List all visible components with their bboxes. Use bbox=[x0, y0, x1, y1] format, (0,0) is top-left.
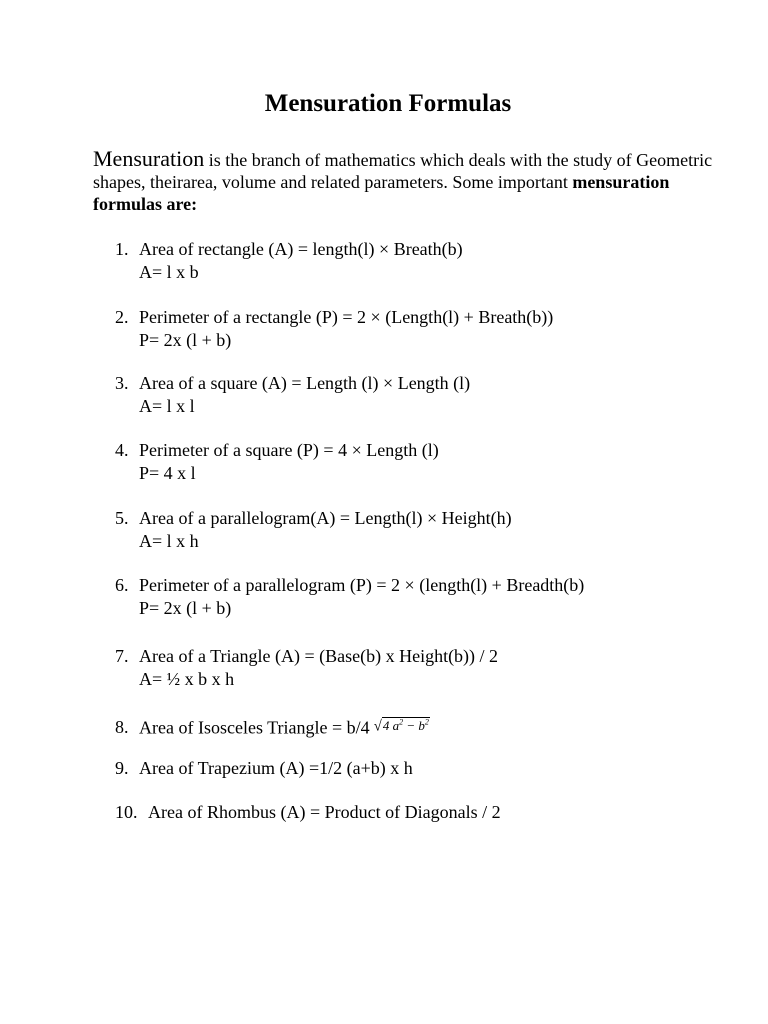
formula-text: Perimeter of a square (P) = 4 × Length (l) bbox=[139, 440, 439, 460]
formula-short: P= 2x (l + b) bbox=[139, 598, 232, 618]
formula-number: 9. bbox=[115, 758, 129, 778]
formula-item-3 bbox=[115, 372, 735, 418]
formula-item-7 bbox=[115, 645, 735, 691]
formula-text: Area of Trapezium (A) =1/2 (a+b) x h bbox=[139, 758, 413, 778]
formula-number: 4. bbox=[115, 440, 129, 460]
formula-item-4 bbox=[115, 439, 735, 485]
formula-item-8 bbox=[115, 711, 735, 739]
formula-number: 10. bbox=[115, 802, 138, 822]
formula-short: P= 2x (l + b) bbox=[139, 330, 232, 350]
formula-number: 7. bbox=[115, 646, 129, 666]
formula-text: Area of Isosceles Triangle = b/4 bbox=[139, 717, 370, 738]
formula-item-1 bbox=[115, 238, 735, 284]
formula-item-10 bbox=[115, 801, 735, 824]
formula-number: 2. bbox=[115, 307, 129, 327]
formula-number: 6. bbox=[115, 575, 129, 595]
formula-number: 8. bbox=[115, 717, 129, 738]
radicand: 4 $a^2 - b^2$ bbox=[382, 718, 429, 734]
intro-paragraph bbox=[93, 148, 733, 215]
intro-text: is the branch of mathematics which deals with the study of Geometric shapes, theirarea, volume and related parameters. Some important bbox=[93, 150, 713, 192]
formula-text: Perimeter of a parallelogram (P) = 2 × (length(l) + Breadth(b) bbox=[139, 575, 585, 595]
formula-short: A= ½ x b x h bbox=[139, 669, 235, 689]
formula-item-6 bbox=[115, 574, 735, 620]
formula-short: A= l x h bbox=[139, 531, 199, 551]
formula-short: P= 4 x l bbox=[139, 463, 196, 483]
formula-short: A= l x b bbox=[139, 262, 199, 282]
formula-text: Area of a parallelogram(A) = Length(l) × Height(h) bbox=[139, 508, 512, 528]
intro-bold-text: mensuration formulas are: bbox=[93, 172, 670, 214]
sqrt-expression bbox=[374, 711, 430, 738]
formula-item-5 bbox=[115, 507, 735, 553]
intro-lead-word: Mensuration bbox=[93, 146, 205, 171]
page-title: Mensuration Formulas bbox=[264, 90, 512, 117]
formula-text: Area of rectangle (A) = length(l) × Breath(b) bbox=[139, 239, 463, 259]
formula-number: 3. bbox=[115, 373, 129, 393]
formula-text: Perimeter of a rectangle (P) = 2 × (Length(l) + Breath(b)) bbox=[139, 307, 554, 327]
formula-number: 1. bbox=[115, 239, 129, 259]
radical-sign-icon: √ bbox=[373, 718, 382, 735]
formula-item-9 bbox=[115, 757, 735, 780]
formula-text: Area of a Triangle (A) = (Base(b) x Height(b)) / 2 bbox=[139, 646, 499, 666]
formula-number: 5. bbox=[115, 508, 129, 528]
formula-short: A= l x l bbox=[139, 396, 195, 416]
formula-text: Area of Rhombus (A) = Product of Diagonals / 2 bbox=[148, 802, 501, 822]
formula-item-2 bbox=[115, 306, 735, 352]
formula-text: Area of a square (A) = Length (l) × Length (l) bbox=[139, 373, 471, 393]
